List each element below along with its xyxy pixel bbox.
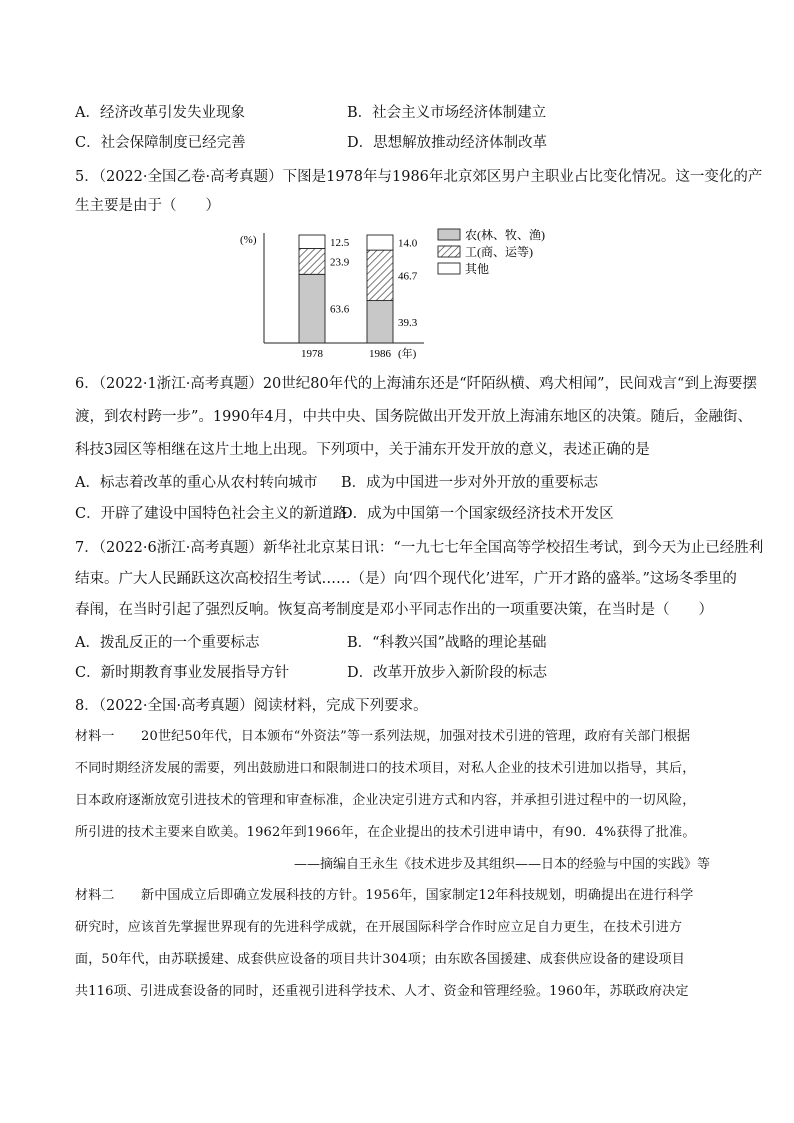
q6-stem-line-2: 渡，到农村跨一步”。1990年4月，中共中央、国务院做出开发开放上海浦东地区的决策。随后，金融街、 [75, 409, 753, 425]
q6-option-c[interactable]: C．开辟了建设中国特色社会主义的新道路 [75, 506, 348, 522]
q5-stem-line-1: 5．（2022·全国乙卷·高考真题）下图是1978年与1986年北京郊区男户主职业占比变化情况。这一变化的产 [75, 169, 763, 185]
material-2-line-2: 研究时，应该首先掌握世界现有的先进科学成就，在开展国际科学合作时应立足自力更生，在技术引进方 [75, 920, 683, 935]
q4-option-c[interactable]: C．社会保障制度已经完善 [75, 135, 246, 151]
q4-option-a[interactable]: A．经济改革引发失业现象 [75, 105, 245, 121]
q7-option-b[interactable]: B．“科教兴国”战略的理论基础 [347, 635, 547, 651]
legend-label-0: 农(林、牧、渔) [465, 228, 545, 242]
data-label-1986-series-0: 39.3 [398, 316, 418, 329]
x-tick-label-1978: 1978 [301, 348, 323, 360]
legend-label-2: 其他 [465, 262, 490, 276]
bar-1978-series-2 [299, 235, 325, 249]
q4-option-b[interactable]: B．社会主义市场经济体制建立 [347, 105, 547, 121]
q7-option-a[interactable]: A．拨乱反正的一个重要标志 [75, 635, 260, 651]
bar-1978-series-1 [299, 249, 325, 275]
material-1-line-1: 材料一 20世纪50年代，日本颁布“外资法”等一系列法规，加强对技术引进的管理，政府有关部门根据 [75, 729, 691, 744]
bar-1986-series-2 [367, 235, 393, 250]
q7-option-c[interactable]: C．新时期教育事业发展指导方针 [75, 665, 290, 681]
q8-stem: 8．（2022·全国·高考真题）阅读材料，完成下列要求。 [75, 698, 428, 714]
q7-stem-line-3: 春闱，在当时引起了强烈反响。恢复高考制度是邓小平同志作出的一项重要决策，在当时是（ ） [75, 602, 713, 618]
q6-option-d[interactable]: D．成为中国第一个国家级经济技术开发区 [341, 506, 614, 522]
material-2-line-3: 面，50年代，由苏联援建、成套供应设备的项目共计304项；由东欧各国援建、成套供应设备的建设项目 [75, 952, 685, 967]
material-1-line-4: 所引进的技术主要来自欧美。1962年到1966年，在企业提出的技术引进申请中，有90．4%获得了批准。 [75, 825, 696, 840]
q6-stem-line-3: 科技3园区等相继在这片土地上出现。下列项中，关于浦东开发开放的意义，表述正确的是 [75, 442, 650, 458]
legend-label-1: 工(商、运等) [465, 245, 533, 259]
data-label-1978-series-0: 63.6 [330, 303, 350, 316]
data-label-1986-series-2: 14.0 [398, 237, 418, 250]
material-1-line-3: 日本政府逐渐放宽引进技术的管理和审查标准，企业决定引进方式和内容，并承担引进过程中的一切风险， [75, 793, 696, 808]
material-2-line-4: 共116项、引进成套设备的同时，还重视引进科学技术、人才、资金和管理经验。1960年，苏联政府决定 [75, 984, 689, 999]
data-label-1986-series-1: 46.7 [398, 270, 418, 283]
x-tick-label-1986: 1986 [369, 348, 391, 360]
data-label-1978-series-2: 12.5 [330, 236, 350, 249]
material-1-source: ——摘编自王永生《技术进步及其组织——日本的经验与中国的实践》等 [293, 857, 710, 872]
q6-option-a[interactable]: A．标志着改革的重心从农村转向城市 [75, 475, 318, 491]
material-2-line-1: 材料二 新中国成立后即确立发展科技的方针。1956年，国家制定12年科技规划，明确提出在进行科学 [75, 888, 694, 903]
occupation-stacked-bar-chart [232, 225, 552, 370]
q6-stem-line-1: 6．（2022·1浙江·高考真题）20世纪80年代的上海浦东还是“阡陌纵横、鸡犬相闻”，民间戏言“到上海要摆 [75, 376, 757, 392]
legend-swatch-1 [438, 246, 460, 257]
q6-option-b[interactable]: B．成为中国进一步对外开放的重要标志 [341, 475, 599, 491]
bar-1986-series-1 [367, 250, 393, 300]
q4-option-d[interactable]: D．思想解放推动经济体制改革 [347, 135, 548, 151]
bar-1986-series-0 [367, 301, 393, 343]
material-1-line-2: 不同时期经济发展的需要，列出鼓励进口和限制进口的技术项目，对私人企业的技术引进加以指导，其后， [75, 761, 696, 776]
q5-stem-line-2: 生主要是由于（ ） [75, 198, 220, 214]
bar-1978-series-0 [299, 274, 325, 343]
q7-stem-line-1: 7．（2022·6浙江·高考真题）新华社北京某日讯：“一九七七年全国高等学校招生考试，到今天为止已经胜利 [75, 540, 764, 556]
q7-option-d[interactable]: D．改革开放步入新阶段的标志 [347, 665, 548, 681]
legend-swatch-2 [438, 263, 460, 274]
x-axis-unit: (年) [398, 348, 417, 360]
data-label-1978-series-1: 23.9 [330, 256, 350, 269]
legend-swatch-0 [438, 229, 460, 240]
y-axis-label: (%) [240, 234, 257, 246]
q7-stem-line-2: 结束。广大人民踊跃这次高校招生考试……（是）向‘四个现代化’进军，广开才路的盛举。”这场冬季里的 [75, 571, 737, 587]
